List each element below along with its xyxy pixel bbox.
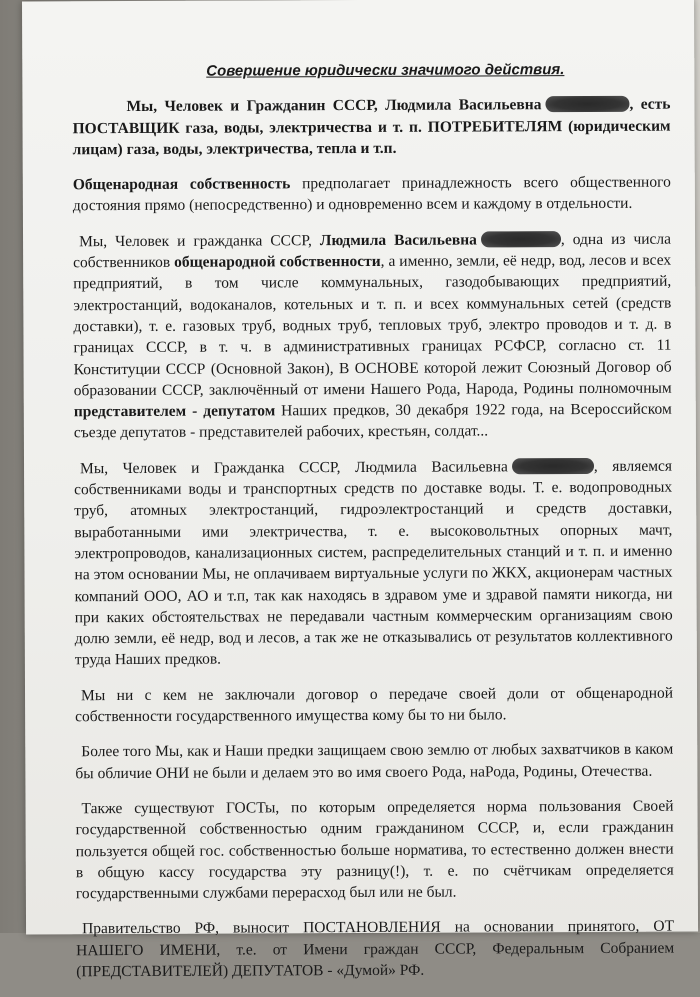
paragraph-8: Правительство РФ, выносит ПОСТАНОВЛЕНИЯ на основании принятого, ОТ НАШЕГО ИМЕНИ, т.е. от Имени граждан СССР, Федеральным Собранием (ПРЕДСТАВИТЕЛЕЙ) ДЕПУТАТОВ - «Думой» РФ.: [76, 918, 675, 981]
paragraph-3-end: Наших предков, 30 декабря 1922 года, на Всероссийском съезде депутатов - представителей рабочих, крестьян, солдат...: [73, 400, 672, 442]
paper-sheet: [22, 0, 698, 981]
paragraph-3-start: Мы, Человек и гражданка СССР,: [79, 231, 320, 251]
paragraph-4-start: Мы, Человек и Гражданка СССР, Людмила Васильевна: [80, 458, 508, 477]
paragraph-7: Также существуют ГОСТы, по которым определяется норма пользования Своей государственной собственностью одним гражданином СССР, и, если гражданин пользуется общей гос. собственностью больше норматива, то естественно должен внести в общую кассу государства эту разницу(!), т. е. по счётчикам определяется государственными службами перерасход был или не был.: [75, 797, 674, 903]
paragraph-3: [73, 228, 672, 444]
paragraph-1: Мы, Человек и Гражданин СССР, Людмила Васильевна , есть ПОСТАВЩИК газа, воды, электричества и т. п. ПОТРЕБИТЕЛЯМ (юридическим лицам) газа, воды, электричества, тепла и т.п.: [72, 95, 671, 159]
paragraph-3-bold3: представителем - депутатом: [73, 402, 276, 421]
paragraph-4-rest: , являемся собственниками воды и транспортных средств по доставке воды. Т. е. водопроводных труб, атомных электростанций, гидроэлектростанций и средств доставки, выработанными ими электричества, т. е. высоковольтных опорных мачт, электропроводов, канализационных систем, распределительных станций и т. п. и именно на этом основании Мы, не оплачиваем виртуальные услуги по ЖКХ, акционерам частных компаний ООО, АО и т.п, так как находясь в здравом уме и здравой памяти никогда, ни при каких обстоятельствах не передавали частным коммерческим организациям свою долю земли, её недр, вод и лесов, а так же не отказывались от результатов коллективного труда Наших предков.: [74, 457, 673, 669]
paragraph-6: Более того Мы, как и Наши предки защищаем свою землю от любых захватчиков в каком бы обличие ОНИ не были и делаем это во имя своего Рода, наРода, Родины, Отечества.: [75, 740, 674, 782]
paragraph-3-name: Людмила Васильевна: [319, 231, 477, 249]
paragraph-1-rest: есть ПОСТАВЩИК газа, воды, электричества и т. п. ПОТРЕБИТЕЛЯМ (юридическим лицам) газа, воды, электричества, тепла и т.п.: [72, 95, 671, 159]
redaction-mark: [545, 96, 629, 112]
document-title: Совершение юридически значимого действия.: [206, 61, 565, 80]
document-body: [72, 39, 674, 997]
paragraph-3-middle: , а именно, земли, её недр, вод, лесов и всех предприятий, в том числе коммунальных, газодобывающих предприятий, электростанций, водоканалов, котельных и т. п. и всех коммунальных сетей (средств доставки), т. е. газовых труб, водных труб, тепловых труб, электро проводов и т. д. в границах СССР, в т. ч. в административных границах РСФСР, согласно ст. 11 Конституции СССР (Основной Закон), В ОСНОВЕ которой лежит Союзный Договор об образовании СССР, заключённый от имени Нашего Рода, Народа, Родины полномочным: [73, 251, 672, 400]
paragraph-2-bold: Общенародная собственность: [72, 175, 291, 194]
paragraph-3-bold2: общенародной собственности: [174, 252, 381, 271]
paragraph-4: [74, 455, 673, 671]
redaction-mark: [481, 231, 561, 247]
paragraph-1-lead: Мы, Человек и Гражданин СССР, Людмила Васильевна: [126, 96, 542, 116]
paragraph-2: [73, 172, 671, 217]
paragraph-3-after-name: , одна из числа собственников: [73, 230, 672, 272]
paragraph-5: Мы ни с кем не заключали договор о передаче своей доли от общенародной собственности государственного имущества кому бы то ни было.: [75, 684, 674, 726]
paragraph-2-text: предполагает принадлежность всего общественного достояния прямо (непосредственно) и одновременно всем и каждому в отдельности.: [72, 173, 671, 215]
redaction-mark: [512, 458, 594, 474]
